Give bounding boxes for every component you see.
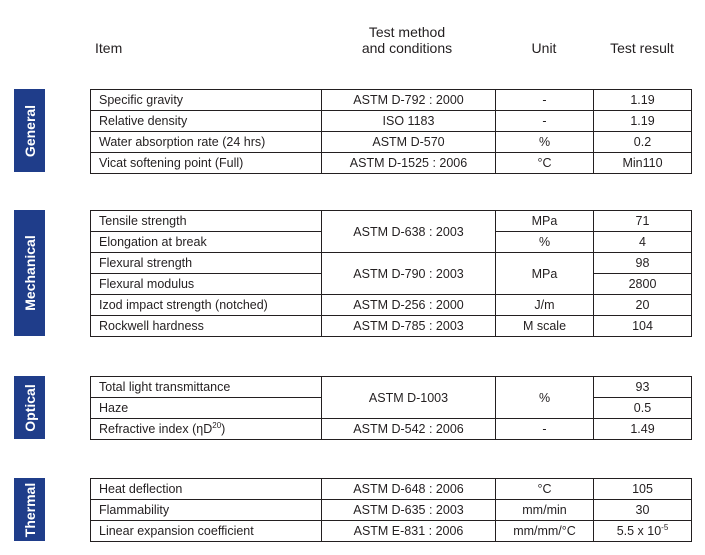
unit-cell: % bbox=[496, 377, 594, 419]
refractive-index-label-end: ) bbox=[221, 422, 226, 436]
table-row bbox=[91, 316, 692, 337]
unit-cell: MPa bbox=[496, 253, 594, 295]
table-row bbox=[91, 500, 692, 521]
unit-cell: °C bbox=[496, 479, 594, 500]
refractive-index-label: Refractive index (ηD bbox=[99, 422, 213, 436]
result-cell: 4 bbox=[594, 232, 692, 253]
method-cell: ASTM E-831 : 2006 bbox=[322, 521, 496, 542]
result-cell: Min110 bbox=[594, 153, 692, 174]
unit-cell: MPa bbox=[496, 211, 594, 232]
result-cell: 93 bbox=[594, 377, 692, 398]
method-cell: ASTM D-570 bbox=[322, 132, 496, 153]
expansion-coefficient-base: 5.5 x 10 bbox=[616, 524, 662, 538]
method-cell: ASTM D-1525 : 2006 bbox=[322, 153, 496, 174]
item-cell: Tensile strength bbox=[91, 211, 322, 232]
table-row bbox=[91, 479, 692, 500]
unit-cell: M scale bbox=[496, 316, 594, 337]
result-cell: 1.49 bbox=[594, 419, 692, 440]
item-cell: Elongation at break bbox=[91, 232, 322, 253]
refractive-index-superscript: 20 bbox=[212, 420, 222, 430]
unit-cell: - bbox=[496, 90, 594, 111]
header-unit: Unit bbox=[531, 40, 557, 56]
item-cell: Total light transmittance bbox=[91, 377, 322, 398]
table-row bbox=[91, 521, 692, 542]
item-cell: Flexural modulus bbox=[91, 274, 322, 295]
unit-cell: mm/min bbox=[496, 500, 594, 521]
section-label-general bbox=[14, 89, 45, 172]
section-label-thermal bbox=[14, 478, 45, 541]
result-cell: 105 bbox=[594, 479, 692, 500]
method-cell: ASTM D-790 : 2003 bbox=[322, 253, 496, 295]
result-cell bbox=[594, 521, 692, 542]
method-cell: ASTM D-1003 bbox=[322, 377, 496, 419]
section-label-mechanical-text: Mechanical bbox=[21, 235, 38, 311]
unit-cell: °C bbox=[496, 153, 594, 174]
item-cell: Vicat softening point (Full) bbox=[91, 153, 322, 174]
item-cell bbox=[91, 419, 322, 440]
method-cell: ASTM D-635 : 2003 bbox=[322, 500, 496, 521]
method-cell: ASTM D-256 : 2000 bbox=[322, 295, 496, 316]
section-label-optical-text: Optical bbox=[21, 383, 38, 432]
method-cell: ASTM D-542 : 2006 bbox=[322, 419, 496, 440]
result-cell: 20 bbox=[594, 295, 692, 316]
unit-cell: J/m bbox=[496, 295, 594, 316]
method-cell: ASTM D-648 : 2006 bbox=[322, 479, 496, 500]
method-cell: ASTM D-638 : 2003 bbox=[322, 211, 496, 253]
table-row bbox=[91, 295, 692, 316]
table-row bbox=[91, 153, 692, 174]
unit-cell: % bbox=[496, 232, 594, 253]
table-row bbox=[91, 419, 692, 440]
result-cell: 71 bbox=[594, 211, 692, 232]
section-label-mechanical bbox=[14, 210, 45, 336]
item-cell: Heat deflection bbox=[91, 479, 322, 500]
section-label-general-text: General bbox=[21, 104, 38, 157]
method-cell: ISO 1183 bbox=[322, 111, 496, 132]
unit-cell: - bbox=[496, 419, 594, 440]
result-cell: 0.2 bbox=[594, 132, 692, 153]
table-row bbox=[91, 132, 692, 153]
unit-cell: % bbox=[496, 132, 594, 153]
item-cell: Specific gravity bbox=[91, 90, 322, 111]
item-cell: Relative density bbox=[91, 111, 322, 132]
header-test-result: Test result bbox=[610, 40, 674, 56]
result-cell: 1.19 bbox=[594, 111, 692, 132]
item-cell: Haze bbox=[91, 398, 322, 419]
header-test-method bbox=[320, 24, 494, 56]
expansion-coefficient-exponent: -5 bbox=[661, 522, 669, 532]
method-cell: ASTM D-785 : 2003 bbox=[322, 316, 496, 337]
result-cell: 2800 bbox=[594, 274, 692, 295]
item-cell: Water absorption rate (24 hrs) bbox=[91, 132, 322, 153]
header-item: Item bbox=[95, 40, 123, 56]
item-cell: Flammability bbox=[91, 500, 322, 521]
header-test-method-line1: Test method bbox=[368, 24, 446, 40]
section-label-optical bbox=[14, 376, 45, 439]
table-row bbox=[91, 253, 692, 274]
thermal-properties-table bbox=[90, 478, 692, 542]
section-label-thermal-text: Thermal bbox=[21, 482, 38, 537]
table-row bbox=[91, 211, 692, 232]
table-row bbox=[91, 90, 692, 111]
header-test-method-line2: and conditions bbox=[361, 40, 453, 56]
item-cell: Izod impact strength (notched) bbox=[91, 295, 322, 316]
table-row bbox=[91, 111, 692, 132]
mechanical-properties-table bbox=[90, 210, 692, 337]
result-cell: 1.19 bbox=[594, 90, 692, 111]
unit-cell: mm/mm/°C bbox=[496, 521, 594, 542]
item-cell: Rockwell hardness bbox=[91, 316, 322, 337]
result-cell: 0.5 bbox=[594, 398, 692, 419]
result-cell: 98 bbox=[594, 253, 692, 274]
unit-cell: - bbox=[496, 111, 594, 132]
result-cell: 104 bbox=[594, 316, 692, 337]
table-row bbox=[91, 377, 692, 398]
item-cell: Linear expansion coefficient bbox=[91, 521, 322, 542]
result-cell: 30 bbox=[594, 500, 692, 521]
item-cell: Flexural strength bbox=[91, 253, 322, 274]
optical-properties-table bbox=[90, 376, 692, 440]
general-properties-table bbox=[90, 89, 692, 174]
method-cell: ASTM D-792 : 2000 bbox=[322, 90, 496, 111]
